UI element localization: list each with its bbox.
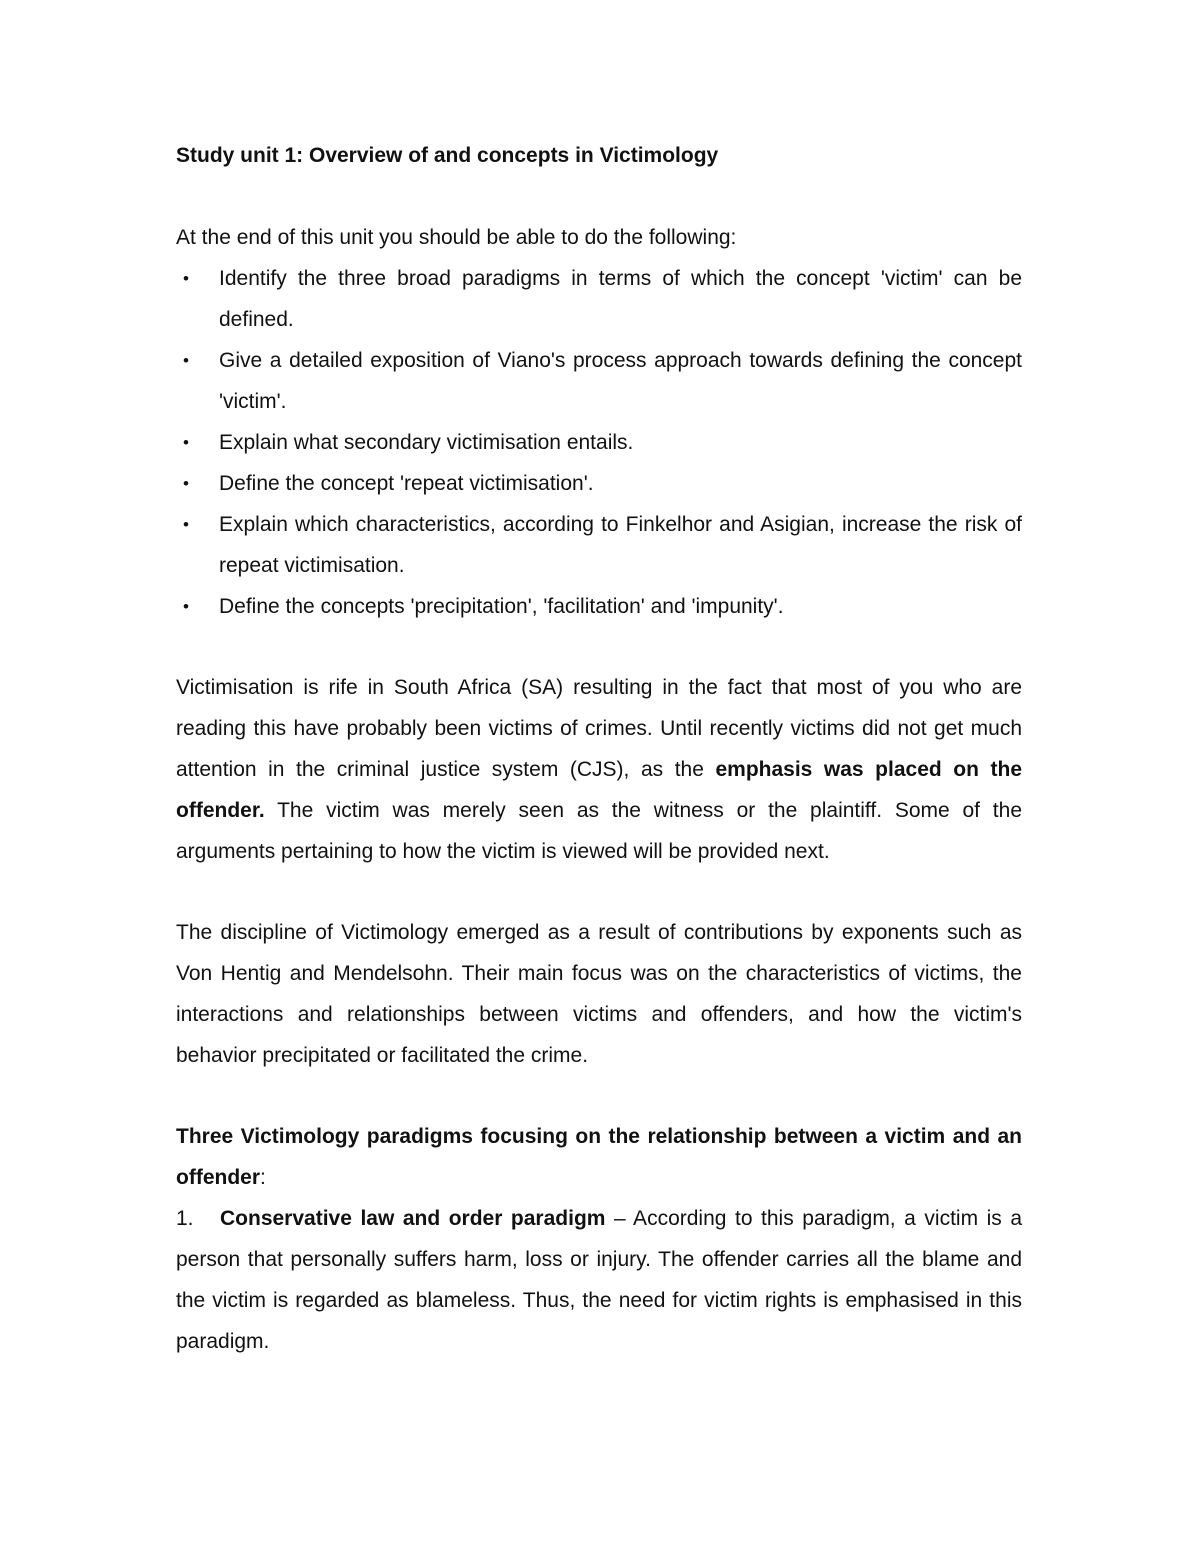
bullet-icon: • (183, 515, 189, 534)
objective-item (176, 340, 1022, 422)
paradigm-term: Conservative law and order paradigm (220, 1207, 606, 1230)
objective-text: Explain what secondary victimisation entails. (219, 431, 634, 454)
objective-item (176, 422, 1022, 463)
page-title: Study unit 1: Overview of and concepts in Victimology (176, 144, 719, 167)
paradigm-item-1 (176, 1198, 1022, 1362)
document-body (176, 138, 1022, 1362)
objective-item (176, 504, 1022, 586)
heading-suffix: : (260, 1166, 266, 1189)
heading-text: Three Victimology paradigms focusing on the relationship between a victim and an offender (176, 1125, 1022, 1189)
objective-item (176, 258, 1022, 340)
bullet-icon: • (183, 597, 189, 616)
bullet-icon: • (183, 474, 189, 493)
objective-text: Give a detailed exposition of Viano's process approach towards defining the concept 'victim'. (219, 349, 1022, 413)
objectives-intro: At the end of this unit you should be able to do the following: (176, 226, 737, 249)
objective-text: Explain which characteristics, according to Finkelhor and Asigian, increase the risk of repeat victimisation. (219, 513, 1022, 577)
bullet-icon: • (183, 433, 189, 452)
paradigm-text: – According to this paradigm, a victim is a person that personally suffers harm, loss or injury. The offender carries all the blame and the victim is regarded as blameless. Thus, the need for victim rights is emphasised in this paradigm. (176, 1207, 1022, 1353)
objective-item (176, 463, 1022, 504)
emphasis-text: emphasis was placed on the offender. (176, 758, 1022, 822)
objective-text: Define the concept 'repeat victimisation'. (219, 472, 594, 495)
discipline-paragraph: The discipline of Victimology emerged as a result of contributions by exponents such as Von Hentig and Mendelsohn. Their main focus was on the characteristics of victims, the interactions and relationships between victims and offenders, and how the victim's behavior precipitated or facilitated the crime. (176, 921, 1022, 1067)
objectives-list (176, 258, 1022, 627)
paragraph-text: The victim was merely seen as the witness or the plaintiff. Some of the arguments pertaining to how the victim is viewed will be provided next. (176, 799, 1022, 863)
objective-item (176, 586, 1022, 627)
bullet-icon: • (183, 269, 189, 288)
objective-text: Define the concepts 'precipitation', 'facilitation' and 'impunity'. (219, 595, 784, 618)
victimisation-paragraph (176, 667, 1022, 872)
item-number: 1. (176, 1207, 194, 1230)
paradigms-heading (176, 1116, 1022, 1198)
objective-text: Identify the three broad paradigms in terms of which the concept 'victim' can be defined. (219, 267, 1022, 331)
bullet-icon: • (183, 351, 189, 370)
paragraph-text: Victimisation is rife in South Africa (SA) resulting in the fact that most of you who are reading this have probably been victims of crimes. Until recently victims did not get much attention in the criminal justice system (CJS), as the (176, 676, 1022, 781)
